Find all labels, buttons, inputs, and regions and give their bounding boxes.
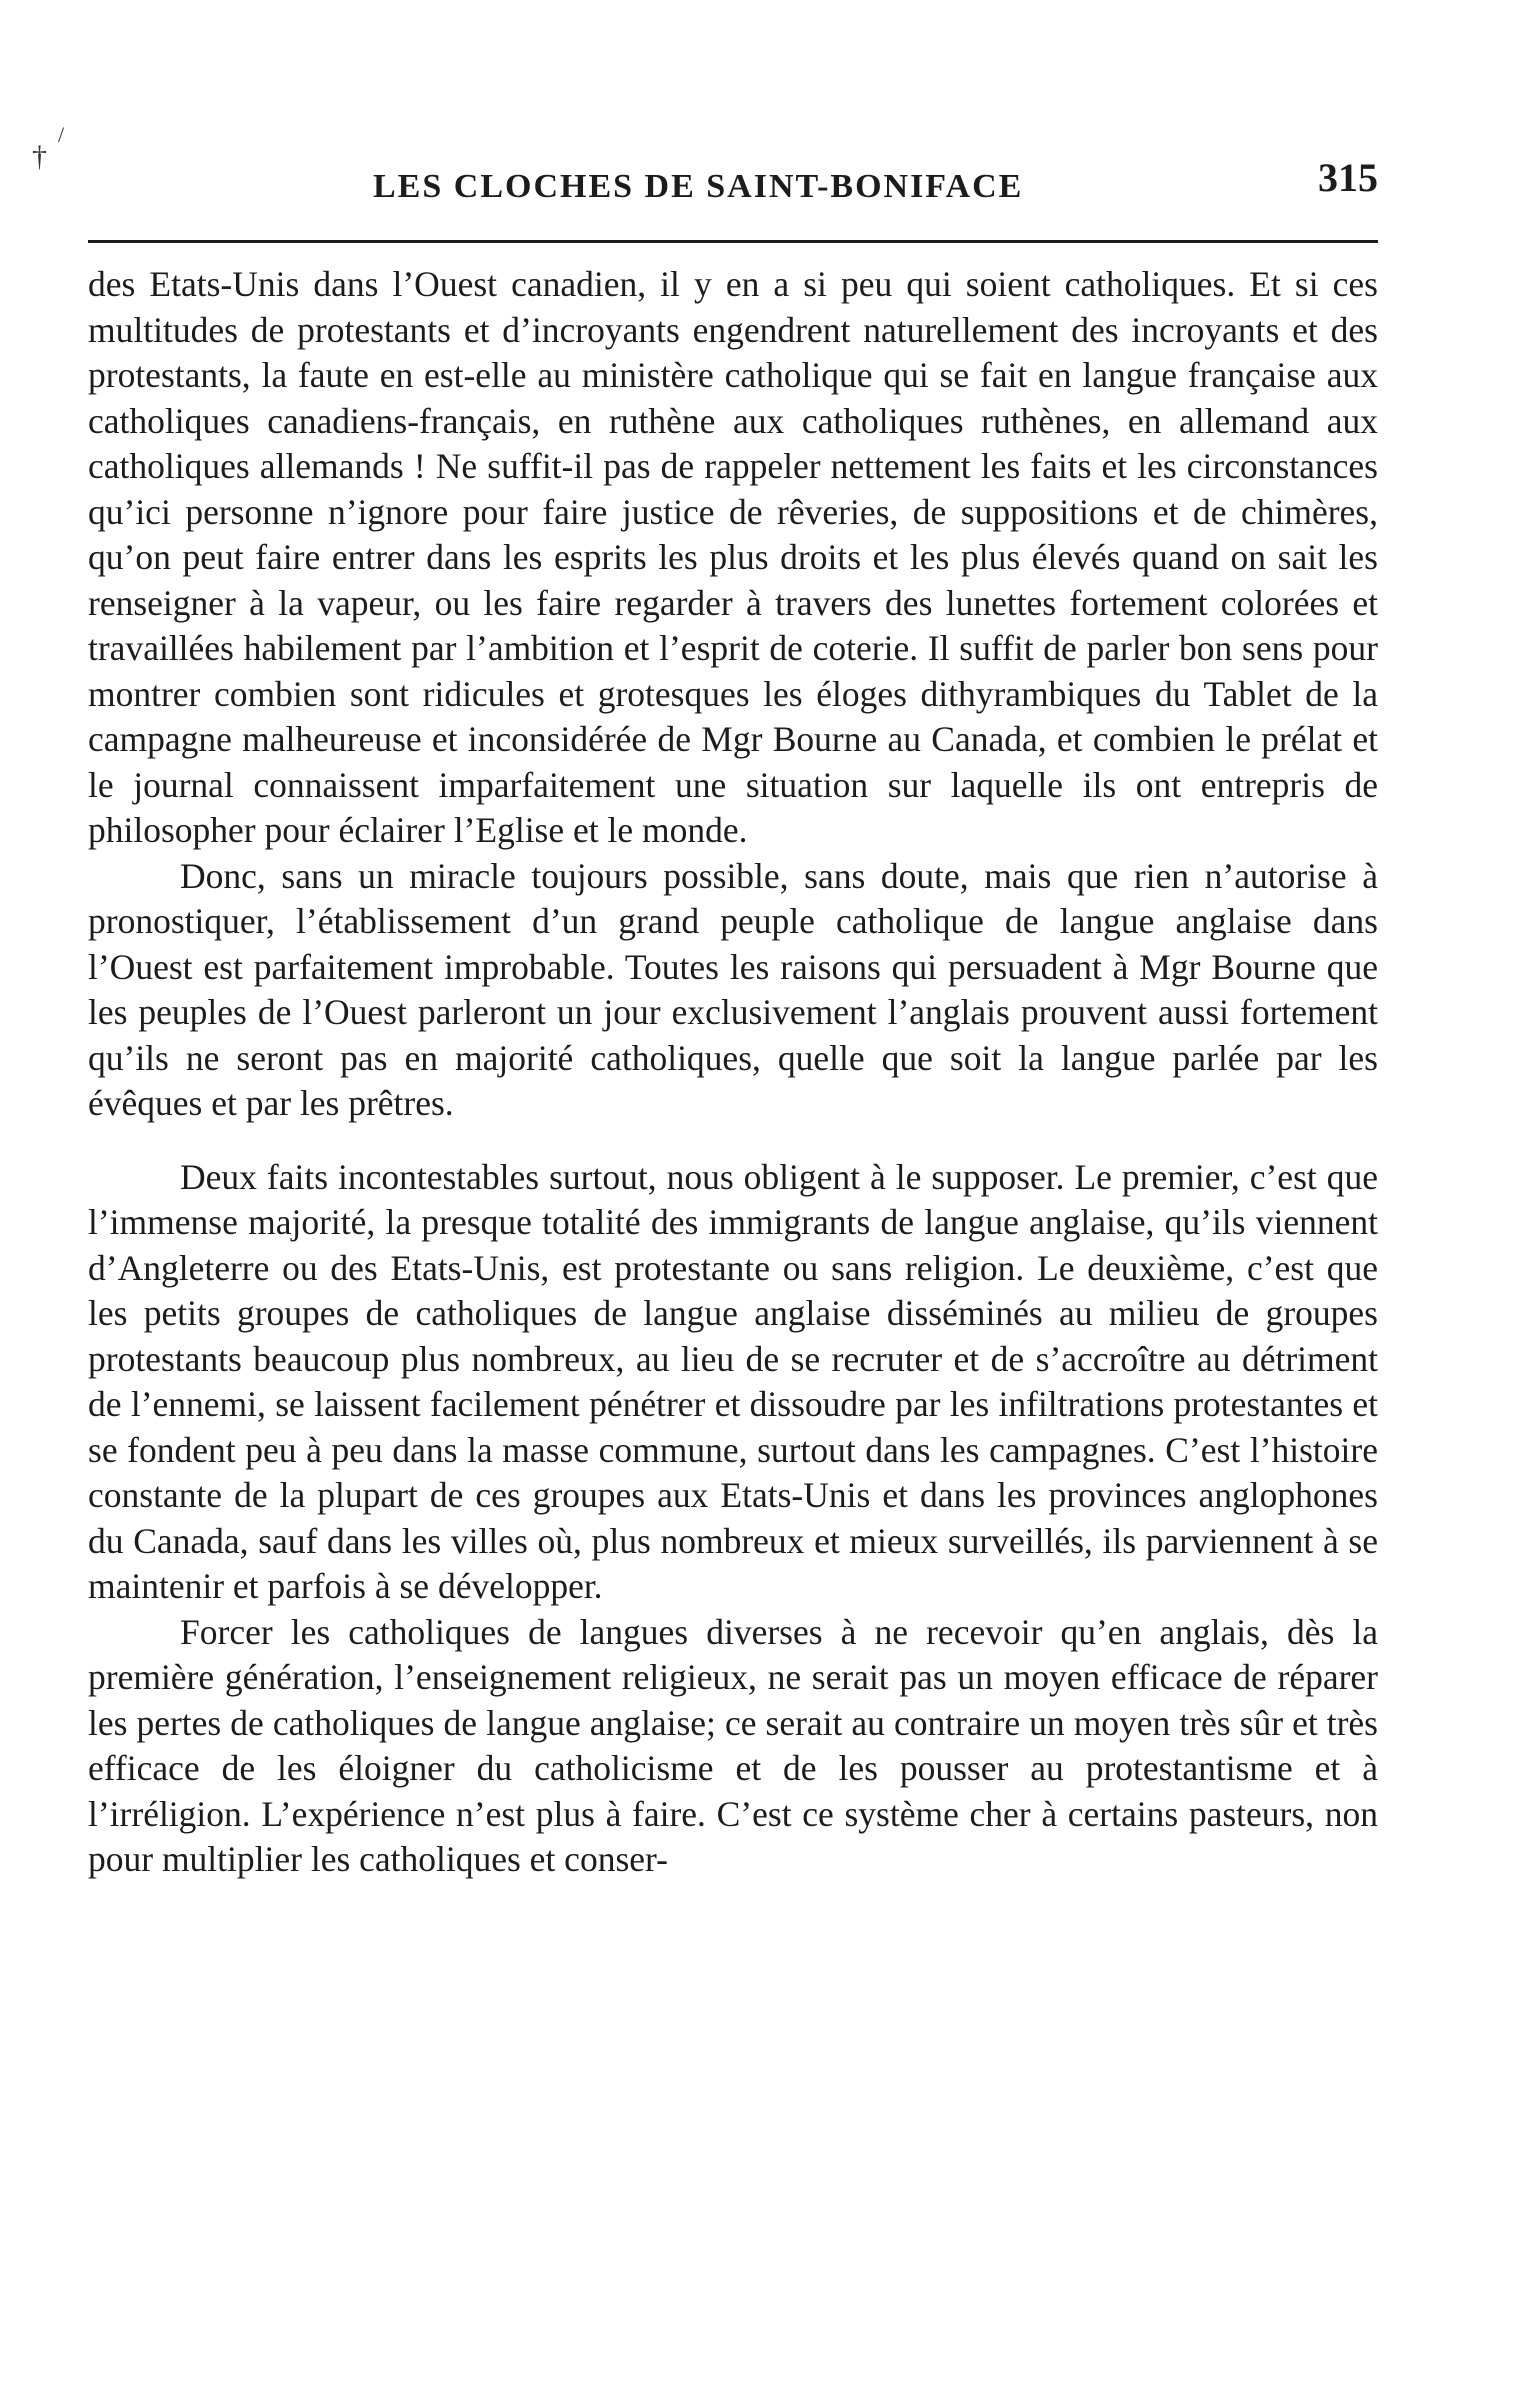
header-rule [88,240,1378,243]
paragraph: Donc, sans un miracle toujours possible, sans doute, mais que rien n’autorise à pronostiquer, l’établissement d’un grand peuple catholique de langue anglaise dans l’Ouest est parfaitement improbable. Toutes les raisons qui persuadent à Mgr Bourne que les peuples de l’Ouest parleront un jour exclusivement l’anglais prouvent aussi fortement qu’ils ne seront pas en majorité catholiques, quelle que soit la langue parlée par les évêques et par les prêtres. [88,855,1378,1123]
page-header [88,150,1378,210]
page-number: 315 [1318,155,1378,200]
body-text [88,262,1378,1883]
margin-mark: † [32,140,47,173]
running-title: LES CLOCHES DE SAINT-BONIFACE [373,168,1024,205]
paragraph: Deux faits incontestables surtout, nous obligent à le supposer. Le premier, c’est que l’immense majorité, la presque totalité des immigrants de langue anglaise, qu’ils viennent d’Angleterre ou des Etats-Unis, est protestante ou sans religion. Le deuxième, c’est que les petits groupes de catholiques de langue anglaise disséminés au milieu de groupes protestants beaucoup plus nombreux, au lieu de se recruter et de s’accroître au détriment de l’ennemi, se laissent facilement pénétrer et dissoudre par les infiltrations protestantes et se fondent peu à peu dans la masse commune, surtout dans les campagnes. C’est l’histoire constante de la plupart de ces groupes aux Etats-Unis et dans les provinces anglophones du Canada, sauf dans les villes où, plus nombreux et mieux surveillés, ils parviennent à se maintenir et parfois à se développer. [88,1156,1378,1606]
margin-tick: / [58,122,65,147]
paragraph: des Etats-Unis dans l’Ouest canadien, il y en a si peu qui soient catholiques. Et si ces multitudes de protestants et d’incroyants engendrent naturellement des incroyants et des protestants, la faute en est-elle au ministère catholique qui se fait en langue française aux catholiques canadiens-français, en ruthène aux catholiques ruthènes, en allemand aux catholiques allemands ! Ne suffit-il pas de rappeler nettement les faits et les circonstances qu’ici personne n’ignore pour faire justice de rêveries, de suppositions et de chimères, qu’on peut faire entrer dans les esprits les plus droits et les plus élevés quand on sait les renseigner à la vapeur, ou les faire regarder à travers des lunettes fortement colorées et travaillées habilement par l’ambition et l’esprit de coterie. Il suffit de parler bon sens pour montrer combien sont ridicules et grotesques les éloges dithyrambiques du Tablet de la campagne malheureuse et inconsidérée de Mgr Bourne au Canada, et combien le prélat et le journal connaissent imparfaitement une situation sur laquelle ils ont entrepris de philosopher pour éclairer l’Eglise et le monde. [88,264,1378,850]
paragraph: Forcer les catholiques de langues diverses à ne recevoir qu’en anglais, dès la première génération, l’enseignement religieux, ne serait pas un moyen efficace de réparer les pertes de catholiques de langue anglaise; ce serait au contraire un moyen très sûr et très efficace de les éloigner du catholicisme et de les pousser au protestantisme et à l’irréligion. L’expérience n’est plus à faire. C’est ce système cher à certains pasteurs, non pour multiplier les catholiques et conser- [88,1611,1378,1879]
